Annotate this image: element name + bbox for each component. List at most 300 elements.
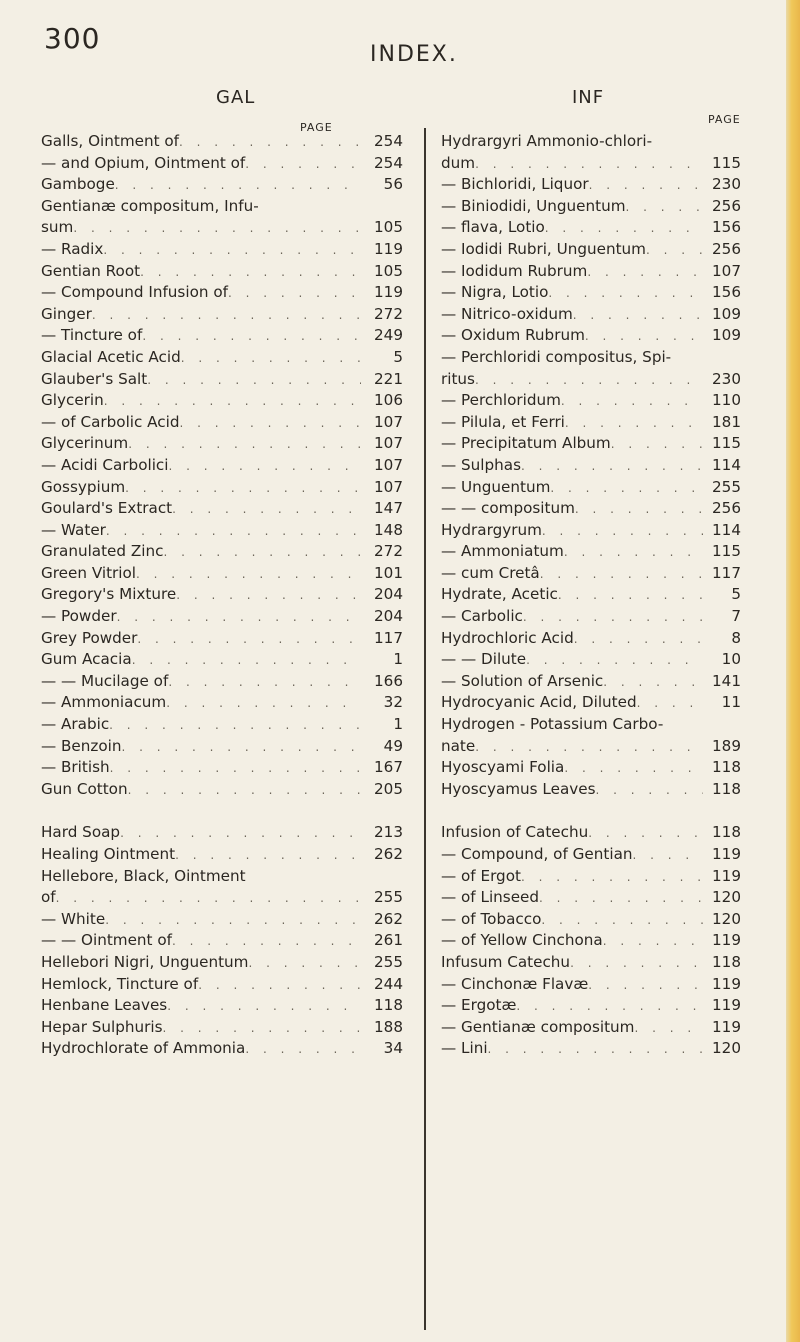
entry-page-number: 261 xyxy=(374,931,403,950)
leader-dots xyxy=(120,823,361,845)
entry-text: — British xyxy=(41,758,110,777)
entry-text: Hydrogen - Potassium Carbo- xyxy=(441,715,664,734)
leader-dots xyxy=(565,413,703,435)
entry-text: Gun Cotton xyxy=(41,779,128,798)
entry-page-number: 156 xyxy=(712,218,741,237)
leader-dots xyxy=(603,672,703,694)
index-entry xyxy=(441,930,741,952)
entry-text: Healing Ointment xyxy=(41,845,176,863)
index-entry xyxy=(41,736,403,758)
entry-text: — Arabic xyxy=(41,715,110,734)
index-entry xyxy=(441,649,741,671)
index-entry xyxy=(441,584,741,606)
entry-text: — Water xyxy=(41,520,106,539)
leader-dots xyxy=(611,434,703,456)
index-entry xyxy=(441,217,741,239)
index-entry xyxy=(41,628,403,650)
entry-page-number: 114 xyxy=(712,455,741,474)
leader-dots xyxy=(521,867,703,889)
leader-dots xyxy=(163,542,361,564)
entry-page-number: 119 xyxy=(712,845,741,863)
index-entry xyxy=(441,520,741,542)
leader-dots xyxy=(176,585,361,607)
entry-page-number: 256 xyxy=(712,499,741,518)
entry-page-number: 221 xyxy=(374,369,403,388)
entry-page-number: 117 xyxy=(374,628,403,647)
entry-page-number: 213 xyxy=(374,823,403,842)
entry-page-number: 107 xyxy=(374,455,403,474)
entry-page-number: 5 xyxy=(393,347,403,366)
entry-text: Hepar Sulphuris xyxy=(41,1017,163,1036)
h-entries xyxy=(441,131,741,800)
entry-page-number: 255 xyxy=(374,888,403,907)
entry-page-number: 119 xyxy=(374,239,403,258)
entry-page-number: 117 xyxy=(712,563,741,582)
leader-dots xyxy=(596,780,703,802)
index-entry xyxy=(41,563,403,585)
leader-dots xyxy=(105,910,361,932)
index-entry xyxy=(41,412,403,434)
index-entry xyxy=(441,1038,741,1060)
entry-text: Henbane Leaves xyxy=(41,996,168,1015)
entry-page-number: 105 xyxy=(374,261,403,280)
index-entry xyxy=(41,520,403,542)
index-entry xyxy=(41,304,403,326)
index-entry xyxy=(441,153,741,175)
entry-page-number: 256 xyxy=(712,239,741,258)
entry-text: — — compositum xyxy=(441,499,575,518)
entry-page-number: 107 xyxy=(374,434,403,453)
entry-page-number: 32 xyxy=(383,693,403,712)
page-number: 300 xyxy=(44,22,101,55)
entry-text: — Radix xyxy=(41,239,104,258)
entry-text: — of Tobacco xyxy=(441,909,542,928)
index-entry xyxy=(41,498,403,520)
entry-text: — Iodidi Rubri, Unguentum xyxy=(441,239,646,258)
leader-dots xyxy=(526,650,703,672)
index-entry xyxy=(41,390,403,412)
entry-page-number: 107 xyxy=(374,477,403,496)
leader-dots xyxy=(542,521,703,543)
leader-dots xyxy=(169,456,362,478)
index-entry xyxy=(41,325,403,347)
index-entry xyxy=(441,1017,741,1039)
index-entry xyxy=(441,692,741,714)
entry-text: ritus xyxy=(441,369,475,388)
entry-page-number: 115 xyxy=(712,542,741,561)
index-entry xyxy=(41,930,403,952)
index-entry xyxy=(441,196,741,218)
i-entries xyxy=(441,822,741,1060)
index-entry xyxy=(41,779,403,801)
leader-dots xyxy=(128,434,361,456)
index-entry xyxy=(441,671,741,693)
entry-text: — Cinchonæ Flavæ xyxy=(441,974,589,993)
entry-text: — Nigra, Lotio xyxy=(441,283,549,302)
entry-text: — — Dilute xyxy=(441,650,527,669)
entry-page-number: 110 xyxy=(712,391,741,410)
entry-text: Infusion of Catechu xyxy=(441,823,589,842)
entry-text: Galls, Ointment of xyxy=(41,132,180,150)
entry-page-number: 244 xyxy=(374,974,403,993)
index-entry xyxy=(41,952,403,974)
entry-text: — of Carbolic Acid xyxy=(41,412,180,431)
leader-dots xyxy=(585,326,703,348)
entry-text: — Gentianæ compositum xyxy=(441,1017,635,1036)
index-entry xyxy=(41,369,403,391)
index-entry xyxy=(41,757,403,779)
entry-text: — of Ergot xyxy=(441,866,521,885)
leader-dots xyxy=(198,975,361,997)
entry-text: Infusum Catechu xyxy=(441,952,571,971)
entry-page-number: 272 xyxy=(374,304,403,323)
entry-page-number: 1 xyxy=(393,650,403,669)
section-gap xyxy=(41,800,403,822)
index-entry xyxy=(441,909,741,931)
leader-dots xyxy=(539,888,703,910)
leader-dots xyxy=(626,197,703,219)
entry-page-number: 118 xyxy=(712,952,741,971)
index-entry xyxy=(41,995,403,1017)
left-index-column xyxy=(41,131,403,1060)
entry-page-number: 204 xyxy=(374,607,403,626)
index-entry xyxy=(41,541,403,563)
entry-text: Hydrargyrum xyxy=(441,520,542,539)
index-entry xyxy=(441,174,741,196)
entry-text: — flava, Lotio xyxy=(441,218,545,237)
index-entry xyxy=(441,325,741,347)
leader-dots xyxy=(475,154,703,176)
entry-page-number: 230 xyxy=(712,369,741,388)
entry-text: — Tincture of xyxy=(41,326,143,345)
index-entry xyxy=(41,477,403,499)
entry-text: — Powder xyxy=(41,607,117,626)
index-entry xyxy=(41,1017,403,1039)
index-entry xyxy=(441,736,741,758)
entry-text: Hyoscyamus Leaves xyxy=(441,779,596,798)
index-entry xyxy=(441,844,741,866)
leader-dots xyxy=(550,478,703,500)
leader-dots xyxy=(166,693,361,715)
index-entry xyxy=(441,131,741,153)
entry-page-number: 119 xyxy=(712,931,741,950)
entry-page-number: 141 xyxy=(712,671,741,690)
entry-text: sum xyxy=(41,218,74,237)
leader-dots xyxy=(104,391,361,413)
entry-page-number: 262 xyxy=(374,845,403,863)
index-entry xyxy=(41,217,403,239)
entry-text: — — Mucilage of xyxy=(41,671,169,690)
entry-text: Grey Powder xyxy=(41,628,138,647)
entry-page-number: 114 xyxy=(712,520,741,539)
entry-text: dum xyxy=(441,153,476,172)
entry-text: Glycerinum xyxy=(41,434,129,453)
entry-text: of xyxy=(41,888,56,907)
index-entry xyxy=(41,433,403,455)
index-entry xyxy=(441,563,741,585)
leader-dots xyxy=(573,305,703,327)
leader-dots xyxy=(122,737,361,759)
page-edge xyxy=(786,0,800,1342)
entry-page-number: 11 xyxy=(721,693,741,712)
index-entry xyxy=(41,196,403,218)
leader-dots xyxy=(574,629,703,651)
leader-dots xyxy=(228,283,361,305)
index-entry xyxy=(441,498,741,520)
leader-dots xyxy=(561,391,703,413)
leader-dots xyxy=(475,737,703,759)
entry-text: — Lini xyxy=(441,1039,488,1058)
index-entry xyxy=(441,541,741,563)
entry-text: Hard Soap xyxy=(41,823,121,842)
index-entry xyxy=(441,952,741,974)
leader-dots xyxy=(545,218,703,240)
entry-text: — Solution of Arsenic xyxy=(441,671,604,690)
index-entry xyxy=(441,433,741,455)
right-index-column xyxy=(441,131,741,1060)
leader-dots xyxy=(117,607,361,629)
index-entry xyxy=(41,455,403,477)
entry-text: — Perchloridum xyxy=(441,391,561,410)
entry-text: Gregory's Mixture xyxy=(41,585,177,604)
index-entry xyxy=(41,909,403,931)
right-page-label: PAGE xyxy=(708,113,741,126)
leader-dots xyxy=(548,283,703,305)
index-entry xyxy=(41,282,403,304)
column-divider xyxy=(424,128,426,1330)
entry-page-number: 181 xyxy=(712,412,741,431)
page-title: INDEX. xyxy=(370,42,458,67)
leader-dots xyxy=(137,629,361,651)
index-entry xyxy=(441,779,741,801)
leader-dots xyxy=(103,240,361,262)
entry-text: Hemlock, Tincture of xyxy=(41,974,199,993)
leader-dots xyxy=(245,154,361,176)
entry-text: — Bichloridi, Liquor xyxy=(441,175,589,194)
leader-dots xyxy=(540,564,703,586)
leader-dots xyxy=(140,262,361,284)
entry-text: Gamboge xyxy=(41,175,115,194)
entry-text: — Iodidum Rubrum xyxy=(441,261,588,280)
entry-page-number: 106 xyxy=(374,391,403,410)
left-column-heading: GAL xyxy=(216,87,256,108)
leader-dots xyxy=(181,348,361,370)
entry-text: — Oxidum Rubrum xyxy=(441,326,585,345)
entry-page-number: 256 xyxy=(712,196,741,215)
leader-dots xyxy=(587,262,703,284)
leader-dots xyxy=(167,996,361,1018)
entry-text: Hyoscyami Folia xyxy=(441,758,565,777)
index-entry xyxy=(441,866,741,888)
leader-dots xyxy=(163,1018,361,1040)
entry-page-number: 101 xyxy=(374,563,403,582)
entry-page-number: 262 xyxy=(374,909,403,928)
index-entry xyxy=(41,671,403,693)
leader-dots xyxy=(637,693,703,715)
leader-dots xyxy=(180,413,361,435)
leader-dots xyxy=(488,1039,703,1061)
leader-dots xyxy=(142,326,361,348)
leader-dots xyxy=(646,240,703,262)
entry-text: — Ergotæ xyxy=(441,996,517,1015)
leader-dots xyxy=(168,672,361,694)
index-entry xyxy=(41,714,403,736)
entry-page-number: 120 xyxy=(712,888,741,907)
entry-page-number: 120 xyxy=(712,909,741,928)
index-entry xyxy=(441,455,741,477)
entry-page-number: 7 xyxy=(731,607,741,626)
entry-text: Ginger xyxy=(41,304,92,323)
entry-page-number: 105 xyxy=(374,218,403,237)
entry-text: Glauber's Salt xyxy=(41,369,148,388)
entry-page-number: 188 xyxy=(374,1017,403,1036)
index-entry xyxy=(41,261,403,283)
entry-text: — Biniodidi, Unguentum xyxy=(441,196,626,215)
index-entry xyxy=(441,757,741,779)
leader-dots xyxy=(575,499,703,521)
leader-dots xyxy=(541,910,703,932)
leader-dots xyxy=(175,845,361,867)
entry-text: Gossypium xyxy=(41,477,126,496)
index-entry xyxy=(41,239,403,261)
entry-page-number: 272 xyxy=(374,542,403,561)
leader-dots xyxy=(589,175,703,197)
entry-text: — White xyxy=(41,909,106,928)
index-entry xyxy=(41,1038,403,1060)
leader-dots xyxy=(172,499,361,521)
entry-text: — Ammoniacum xyxy=(41,693,167,712)
index-entry xyxy=(41,649,403,671)
index-entry xyxy=(441,304,741,326)
entry-page-number: 107 xyxy=(374,412,403,431)
leader-dots xyxy=(588,823,703,845)
leader-dots xyxy=(106,521,361,543)
entry-text: Hellebore, Black, Ointment xyxy=(41,866,246,885)
h-entries xyxy=(41,822,403,1060)
index-entry xyxy=(41,174,403,196)
right-column-heading: INF xyxy=(572,87,605,108)
index-entry xyxy=(441,347,741,369)
entry-text: — Acidi Carbolici xyxy=(41,455,169,474)
entry-page-number: 5 xyxy=(731,585,741,604)
leader-dots xyxy=(521,456,703,478)
entry-page-number: 8 xyxy=(731,628,741,647)
entry-page-number: 120 xyxy=(712,1039,741,1058)
entry-text: Granulated Zinc xyxy=(41,542,164,561)
entry-page-number: 34 xyxy=(383,1039,403,1058)
entry-page-number: 49 xyxy=(383,736,403,755)
entry-page-number: 254 xyxy=(374,132,403,150)
entry-page-number: 119 xyxy=(712,974,741,993)
leader-dots xyxy=(564,758,703,780)
index-entry xyxy=(441,390,741,412)
leader-dots xyxy=(115,175,361,197)
leader-dots xyxy=(179,132,361,154)
entry-page-number: 204 xyxy=(374,585,403,604)
entry-text: Gum Acacia xyxy=(41,650,132,669)
entry-page-number: 119 xyxy=(712,866,741,885)
entry-text: Goulard's Extract xyxy=(41,499,173,518)
leader-dots xyxy=(475,370,703,392)
entry-text: — Unguentum xyxy=(441,477,551,496)
leader-dots xyxy=(110,758,361,780)
index-entry xyxy=(41,887,403,909)
index-entry xyxy=(441,412,741,434)
entry-page-number: 255 xyxy=(712,477,741,496)
index-entry xyxy=(41,866,403,888)
entry-text: — of Yellow Cinchona xyxy=(441,931,603,950)
index-entry xyxy=(441,282,741,304)
leader-dots xyxy=(128,780,361,802)
index-entry xyxy=(41,844,403,866)
leader-dots xyxy=(136,564,361,586)
leader-dots xyxy=(125,478,361,500)
leader-dots xyxy=(172,931,361,953)
entry-text: — Benzoin xyxy=(41,736,122,755)
entry-text: — Nitrico-oxidum xyxy=(441,304,573,323)
index-entry xyxy=(41,692,403,714)
entry-text: Hydrate, Acetic xyxy=(441,585,558,604)
entry-page-number: 115 xyxy=(712,434,741,453)
entry-page-number: 254 xyxy=(374,153,403,172)
entry-text: Hydrochloric Acid xyxy=(441,628,574,647)
leader-dots xyxy=(109,715,361,737)
index-entry xyxy=(441,239,741,261)
g-entries xyxy=(41,131,403,800)
index-entry xyxy=(441,606,741,628)
index-entry xyxy=(41,584,403,606)
leader-dots xyxy=(588,975,703,997)
leader-dots xyxy=(634,1018,703,1040)
index-entry xyxy=(441,887,741,909)
entry-page-number: 1 xyxy=(393,715,403,734)
index-entry xyxy=(41,131,403,153)
entry-text: Gentianæ compositum, Infu- xyxy=(41,196,259,215)
left-page-label: PAGE xyxy=(300,121,333,134)
index-entry xyxy=(41,153,403,175)
entry-text: — Compound, of Gentian xyxy=(441,845,633,863)
entry-text: Glacial Acetic Acid xyxy=(41,347,181,366)
entry-text: — — Ointment of xyxy=(41,931,172,950)
entry-text: — Carbolic xyxy=(441,607,523,626)
entry-page-number: 148 xyxy=(374,520,403,539)
entry-text: — Sulphas xyxy=(441,455,521,474)
index-entry xyxy=(441,974,741,996)
entry-page-number: 230 xyxy=(712,175,741,194)
entry-page-number: 147 xyxy=(374,499,403,518)
entry-text: — cum Cretâ xyxy=(441,563,540,582)
leader-dots xyxy=(92,305,361,327)
entry-text: Hydrocyanic Acid, Diluted xyxy=(441,693,637,712)
entry-page-number: 109 xyxy=(712,304,741,323)
entry-page-number: 118 xyxy=(712,779,741,798)
leader-dots xyxy=(516,996,703,1018)
entry-text: — Compound Infusion of xyxy=(41,283,228,302)
entry-page-number: 255 xyxy=(374,952,403,971)
leader-dots xyxy=(248,953,361,975)
entry-text: Glycerin xyxy=(41,391,104,410)
entry-page-number: 156 xyxy=(712,283,741,302)
entry-page-number: 56 xyxy=(383,175,403,194)
leader-dots xyxy=(603,931,703,953)
index-entry xyxy=(41,347,403,369)
entry-page-number: 119 xyxy=(712,996,741,1015)
index-entry xyxy=(41,974,403,996)
entry-page-number: 118 xyxy=(374,996,403,1015)
leader-dots xyxy=(147,370,361,392)
entry-text: — Perchloridi compositus, Spi- xyxy=(441,347,672,366)
entry-page-number: 119 xyxy=(712,1017,741,1036)
